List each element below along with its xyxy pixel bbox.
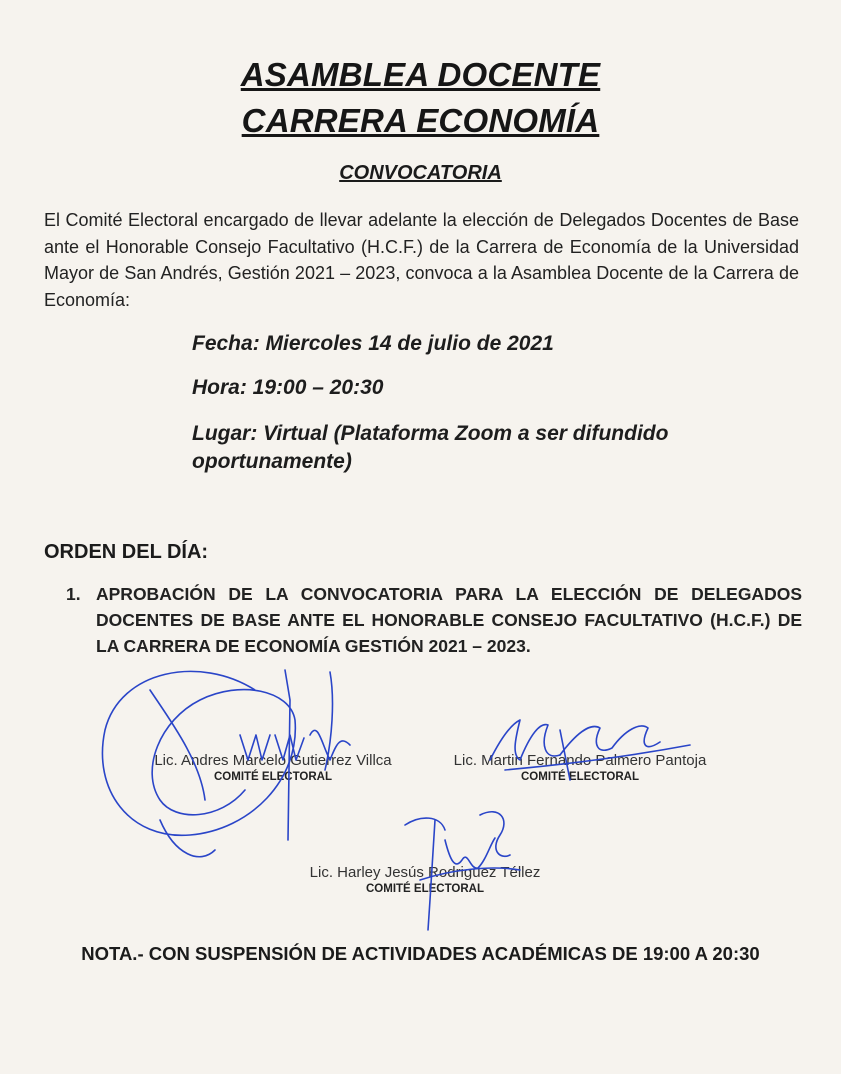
document-title-line-1: ASAMBLEA DOCENTE [240,56,601,93]
agenda-item-text: APROBACIÓN DE LA CONVOCATORIA PARA LA ELECCIÓN DE DELEGADOS DOCENTES DE BASE ANTE EL HONORABLE CONSEJO FACULTATIVO (H.C.F.) DE LA CARRERA DE ECONOMÍA GESTIÓN 2021 – 2023. [96,584,802,656]
signer-name: Lic. Harley Jesús Rodriguez Téllez [309,864,541,881]
agenda-item [66,581,802,659]
signer-role: COMITÉ ELECTORAL [366,883,484,895]
signer-name: Lic. Martin Fernando Palmero Pantoja [453,752,707,769]
intro-paragraph: El Comité Electoral encargado de llevar adelante la elección de Delegados Docentes de Base ante el Honorable Consejo Facultativo (H.C.F.) de la Carrera de Economía de la Universidad Mayor de San Andrés, Gestión 2021 – 2023, convoca a la Asamblea Docente de la Carrera de Economía: [44,210,799,310]
note-footer: NOTA.- CON SUSPENSIÓN DE ACTIVIDADES ACADÉMICAS DE 19:00 A 20:30 [81,943,760,964]
signer-role: COMITÉ ELECTORAL [521,771,639,783]
meeting-place: Lugar: Virtual (Plataforma Zoom a ser difundido oportunamente) [192,422,669,473]
meeting-time: Hora: 19:00 – 20:30 [192,376,384,399]
agenda-heading: ORDEN DEL DÍA: [44,541,209,563]
signer-name: Lic. Andres Marcelo Gutierrez Villca [154,752,392,769]
agenda-item-number: 1. [66,584,81,604]
document-subtitle: CONVOCATORIA [339,162,502,184]
meeting-date: Fecha: Miercoles 14 de julio de 2021 [192,332,554,355]
document-title-line-2: CARRERA ECONOMÍA [241,102,600,139]
signer-role: COMITÉ ELECTORAL [214,771,332,783]
signature-block-3 [280,864,570,895]
signature-3-scribble [405,818,445,830]
signature-block-1 [118,752,428,783]
signature-block-2 [430,752,730,783]
